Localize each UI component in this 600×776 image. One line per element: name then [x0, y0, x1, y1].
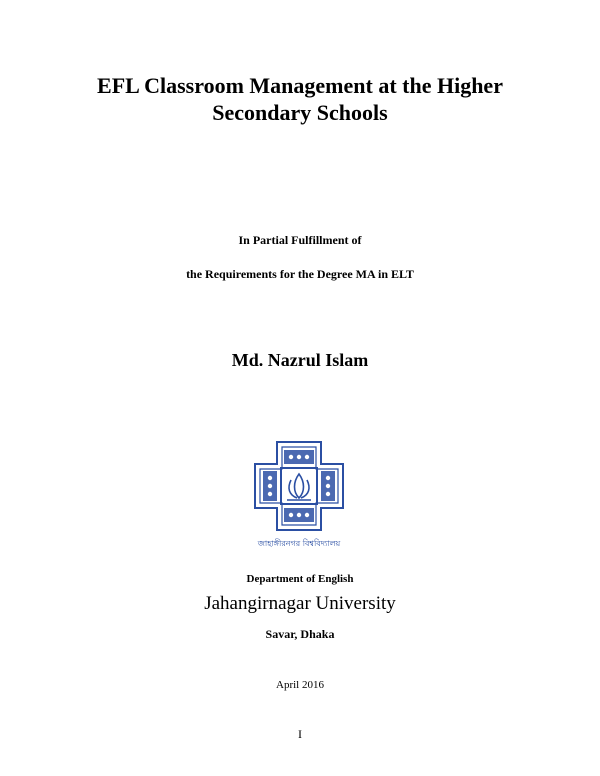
title-line-1: EFL Classroom Management at the Higher [97, 73, 503, 98]
submission-date: April 2016 [276, 679, 324, 691]
subtitle-line-2: the Requirements for the Degree MA in ELT [186, 267, 414, 281]
author-name: Md. Nazrul Islam [231, 350, 369, 370]
page-number: I [298, 727, 302, 741]
university-emblem-icon [251, 438, 347, 558]
thesis-title [0, 72, 600, 126]
title-line-2: Secondary Schools [212, 100, 388, 125]
university-name: Jahangirnagar University [204, 593, 396, 614]
department-name: Department of English [246, 573, 354, 585]
emblem-lettering: জাহাঙ্গীরনগর বিশ্ববিদ্যালয় [257, 539, 341, 548]
subtitle-line-1: In Partial Fulfillment of [238, 233, 362, 247]
location: Savar, Dhaka [265, 627, 335, 641]
